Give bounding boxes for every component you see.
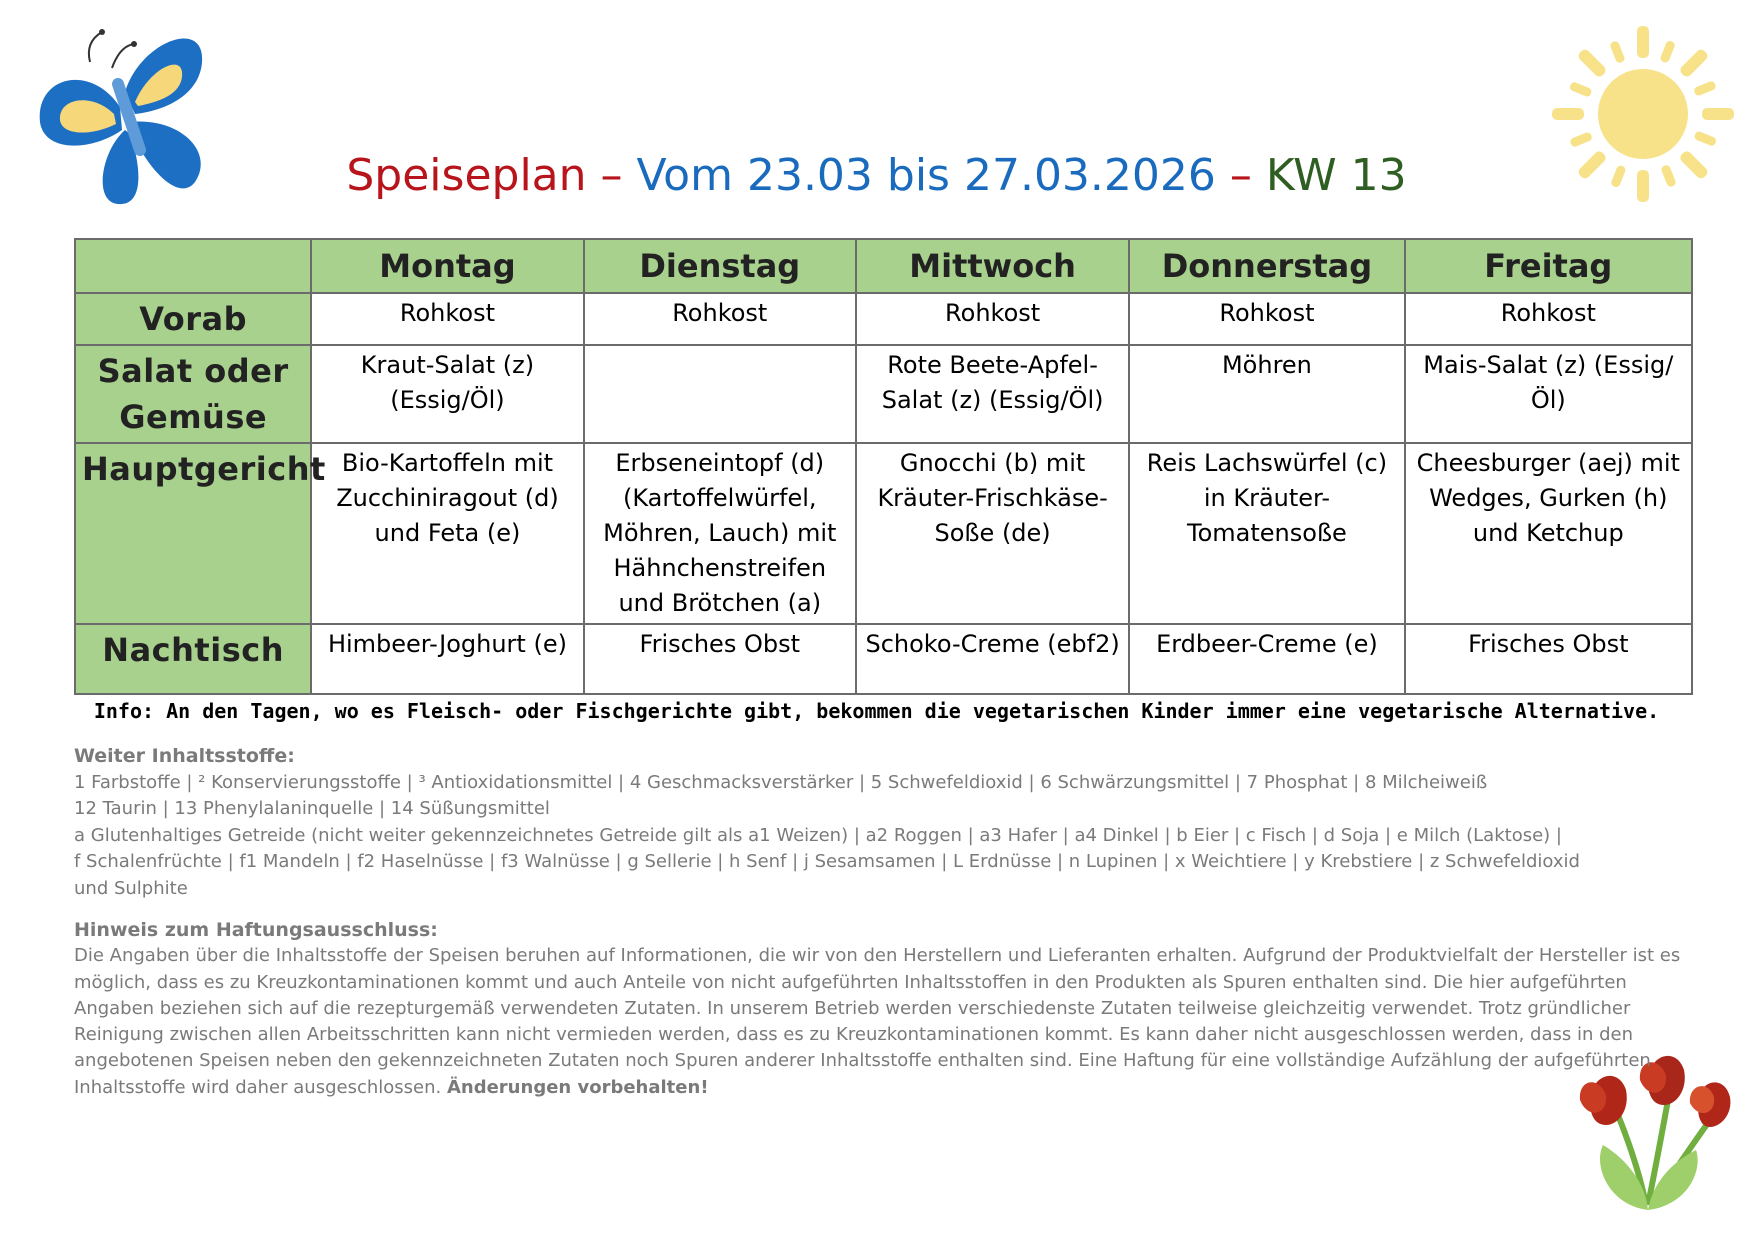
liability-disclaimer	[74, 917, 1694, 1101]
title-speiseplan: Speiseplan	[346, 150, 587, 201]
menu-cell: Rohkost	[311, 293, 583, 345]
menu-cell: Rohkost	[584, 293, 856, 345]
menu-cell: Rohkost	[1129, 293, 1404, 345]
title-date-range: Vom 23.03 bis 27.03.2026	[636, 150, 1216, 201]
title-dash-2: –	[1215, 150, 1266, 201]
changes-reserved: Änderungen vorbehalten!	[446, 1076, 709, 1098]
day-header: Montag	[311, 239, 583, 293]
row-label-nachtisch: Nachtisch	[75, 624, 311, 694]
table-row	[75, 293, 1692, 345]
title-week: KW 13	[1265, 150, 1407, 201]
day-header: Donnerstag	[1129, 239, 1404, 293]
menu-cell: Himbeer-Joghurt (e)	[311, 624, 583, 694]
allergen-legend	[74, 743, 1694, 902]
disclaimer-text: Die Angaben über die Inhaltsstoffe der Speisen beruhen auf Informationen, die wir von den Herstellern und Lieferanten erhalten. Aufgrund der Produktvielfalt der Hersteller ist es möglich, dass es zu Kreuzkontaminationen kommt und auch Anteile von nicht aufgeführten Inhaltsstoffen in den Produkten als Spuren enthalten sind. Die hier aufgeführten Angaben beziehen sich auf die rezepturgemäß verwendeten Zutaten. In unserem Betrieb werden verschiedenste Zutaten teilweise gleichzeitig verwendet. Trotz gründlicher Reinigung zwischen allen Arbeitsschritten kann nicht vermieden werden, dass es zu Kreuzkontaminationen kommt. Es kann daher nicht ausgeschlossen werden, dass in den angebotenen Speisen neben den gekennzeichneten Zutaten noch Spuren anderer Inhaltsstoffe enthalten sind. Eine Haftung für eine vollständige Aufzählung der aufgeführten Inhaltsstoffe wird daher ausgeschlossen.	[74, 945, 1681, 1098]
disclaimer-heading: Hinweis zum Haftungsausschluss:	[74, 919, 438, 941]
menu-cell: Frisches Obst	[584, 624, 856, 694]
disclaimer-body	[74, 943, 1694, 1101]
allergen-line: 12 Taurin | 13 Phenylalaninquelle | 14 Süßungsmittel	[74, 798, 550, 819]
menu-cell: Bio-Kartoffeln mit Zucchiniragout (d) und Feta (e)	[311, 443, 583, 624]
row-label-vorab: Vorab	[75, 293, 311, 345]
menu-cell: Rote Beete-Apfel-Salat (z) (Essig/Öl)	[856, 345, 1129, 443]
menu-cell: Erbseneintopf (d) (Kartoffelwürfel, Möhren, Lauch) mit Hähnchenstreifen und Brötchen (a)	[584, 443, 856, 624]
header-corner	[75, 239, 311, 293]
allergen-line: f Schalenfrüchte | f1 Mandeln | f2 Haselnüsse | f3 Walnüsse | g Sellerie | h Senf | j Sesamsamen | L Erdnüsse | n Lupinen | x Weichtiere | y Krebstiere | z Schwefeldioxid	[74, 851, 1580, 872]
menu-cell: Frisches Obst	[1405, 624, 1692, 694]
menu-cell	[584, 345, 856, 443]
row-label-salat: Salat oder Gemüse	[75, 345, 311, 443]
menu-cell: Rohkost	[856, 293, 1129, 345]
table-row	[75, 624, 1692, 694]
menu-cell: Kraut-Salat (z) (Essig/Öl)	[311, 345, 583, 443]
table-row	[75, 345, 1692, 443]
allergen-line: a Glutenhaltiges Getreide (nicht weiter gekennzeichnetes Getreide gilt als a1 Weizen) | a2 Roggen | a3 Hafer | a4 Dinkel | b Eier | c Fisch | d Soja | e Milch (Laktose) |	[74, 824, 1562, 846]
table-header-row	[75, 239, 1692, 293]
menu-table	[74, 238, 1693, 695]
allergen-heading: Weiter Inhaltsstoffe:	[74, 745, 295, 767]
allergen-line: und Sulphite	[74, 877, 188, 899]
day-header: Dienstag	[584, 239, 856, 293]
page-title	[0, 150, 1753, 201]
menu-cell: Erdbeer-Creme (e)	[1129, 624, 1404, 694]
menu-cell: Möhren	[1129, 345, 1404, 443]
row-label-hauptgericht: Hauptgericht	[75, 443, 311, 624]
menu-cell: Cheesburger (aej) mit Wedges, Gurken (h) und Ketchup	[1405, 443, 1692, 624]
allergen-line: 1 Farbstoffe | ² Konservierungsstoffe | ³ Antioxidationsmittel | 4 Geschmacksverstärker | 5 Schwefeldioxid | 6 Schwärzungsmittel | 7 Phosphat | 8 Milcheiweiß	[74, 771, 1488, 793]
title-dash-1: –	[586, 150, 637, 201]
day-header: Mittwoch	[856, 239, 1129, 293]
menu-cell: Gnocchi (b) mit Kräuter-Frischkäse-Soße (de)	[856, 443, 1129, 624]
menu-cell: Reis Lachswürfel (c) in Kräuter-Tomatensoße	[1129, 443, 1404, 624]
vegetarian-info: Info: An den Tagen, wo es Fleisch- oder Fischgerichte gibt, bekommen die vegetarischen Kinder immer eine vegetarische Alternative.	[93, 699, 1660, 723]
menu-cell: Mais-Salat (z) (Essig/Öl)	[1405, 345, 1692, 443]
day-header: Freitag	[1405, 239, 1692, 293]
table-row	[75, 443, 1692, 624]
menu-cell: Schoko-Creme (ebf2)	[856, 624, 1129, 694]
menu-cell: Rohkost	[1405, 293, 1692, 345]
